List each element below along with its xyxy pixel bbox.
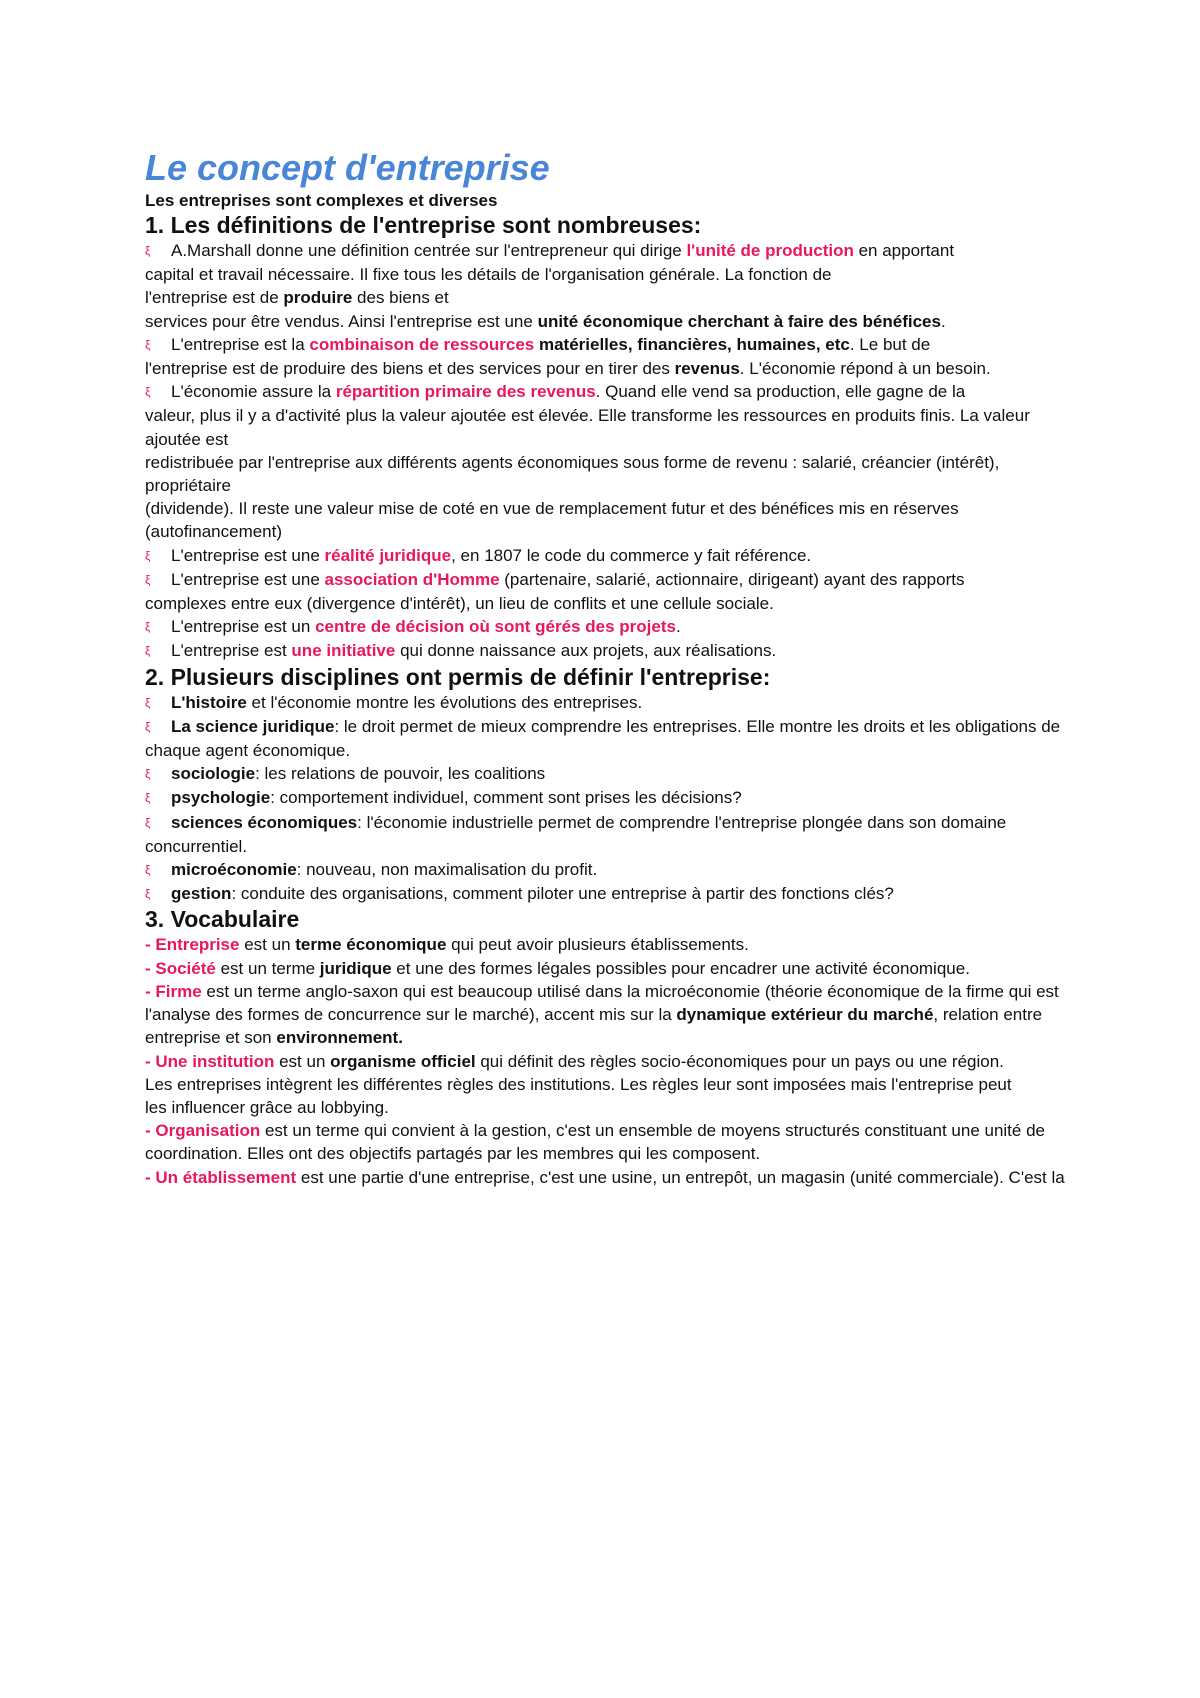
section-1-heading: 1. Les définitions de l'entreprise sont nombreuses:: [145, 212, 702, 238]
section-1-paragraph-7: ξ L'entreprise est une initiative qui donne naissance aux projets, aux réalisations.: [145, 639, 1075, 663]
document-title: Le concept d'entreprise: [145, 147, 550, 188]
bullet-icon: ξ: [145, 337, 151, 352]
document-subtitle: Les entreprises sont complexes et diverses: [145, 191, 498, 210]
vocabulary-etablissement: - Un établissement est une partie d'une entreprise, c'est une usine, un entrepôt, un magasin (unité commerciale). C'est la: [145, 1167, 1065, 1187]
vocabulary-institution: - Une institution est un organisme officiel qui définit des règles socio-économiques pour un pays ou une région. Les entreprises intègrent les différentes règles des institutions. Les règles leur sont imposées mais l'entreprise peut les influencer grâce au lobbying.: [145, 1051, 1012, 1117]
bullet-icon: ξ: [145, 863, 151, 878]
section-1-paragraph-4: ξ L'entreprise est une réalité juridique, en 1807 le code du commerce y fait référence.: [145, 544, 1075, 568]
section-1-paragraph-5: ξ L'entreprise est une association d'Homme (partenaire, salarié, actionnaire, dirigeant) ayant des rapports complexes entre eux (divergence d'intérêt), un lieu de conflits et une cellule sociale.: [145, 569, 965, 614]
vocabulary-entreprise: - Entreprise est un terme économique qui peut avoir plusieurs établissements.: [145, 935, 749, 955]
section-1-paragraph-1: ξ A.Marshall donne une définition centrée sur l'entrepreneur qui dirige l'unité de production en apportant capital et travail nécessaire. Il fixe tous les détails de l'organisation générale. La fonction de l'entreprise est de produire des biens et services pour être vendus. Ainsi l'entreprise est une unité économique cherchant à faire des bénéfices.: [145, 241, 955, 331]
bullet-icon: ξ: [145, 620, 151, 635]
bullet-icon: ξ: [145, 815, 151, 830]
discipline-item: ξ sciences économiques: l'économie industrielle permet de comprendre l'entreprise plongée dans son domaine concurrentiel.: [145, 812, 1007, 856]
bullet-icon: ξ: [145, 548, 151, 563]
bullet-icon: ξ: [145, 385, 151, 400]
discipline-item: ξ L'histoire et l'économie montre les évolutions des entreprises.: [145, 691, 1075, 715]
section-3-heading: 3. Vocabulaire: [145, 906, 300, 933]
discipline-item: ξ sociologie: les relations de pouvoir, les coalitions: [145, 762, 1075, 786]
vocabulary-organisation: - Organisation est un terme qui convient à la gestion, c'est un ensemble de moyens structurés constituant une unité de coordination. Elles ont des objectifs partagés par les membres qui les composent.: [145, 1121, 1045, 1164]
vocabulary-firme: - Firme est un terme anglo-saxon qui est beaucoup utilisé dans la microéconomie (théorie économique de la firme qui est l'analyse des formes de concurrence sur le marché), accent mis sur la dynamique extérieur du marché, relation entre entreprise et son environnement.: [145, 981, 1059, 1048]
bullet-icon: ξ: [145, 791, 151, 806]
discipline-item: ξ microéconomie: nouveau, non maximalisation du profit.: [145, 858, 1075, 882]
section-2-heading: 2. Plusieurs disciplines ont permis de définir l'entreprise:: [145, 663, 771, 690]
section-1-paragraph-6: ξ L'entreprise est un centre de décision où sont gérés des projets.: [145, 615, 1075, 639]
section-1-paragraph-3: ξ L'économie assure la répartition primaire des revenus. Quand elle vend sa production, elle gagne de la valeur, plus il y a d'activité plus la valeur ajoutée est élevée. Elle transforme les ressources en produits finis. La valeur ajoutée est redistribuée par l'entreprise aux différents agents économiques sous forme de revenu : salarié, créancier (intérêt), propriétaire (dividende). Il reste une valeur mise de coté en vue de remplacement futur et des bénéfices mis en réserves (autofinancement): [145, 382, 1030, 542]
document-page: [145, 148, 1075, 1189]
bullet-icon: ξ: [145, 887, 151, 902]
discipline-item: ξ psychologie: comportement individuel, comment sont prises les décisions?: [145, 786, 1075, 810]
bullet-icon: ξ: [145, 695, 151, 710]
section-1-paragraph-2: ξ L'entreprise est la combinaison de ressources matérielles, financières, humaines, etc. Le but de l'entreprise est de produire des biens et des services pour en tirer des revenus. L'économie répond à un besoin.: [145, 334, 991, 379]
discipline-item: ξ La science juridique: le droit permet de mieux comprendre les entreprises. Elle montre les droits et les obligations de chaque agent économique.: [145, 716, 1061, 761]
vocabulary-societe: - Société est un terme juridique et une des formes légales possibles pour encadrer une activité économique.: [145, 958, 970, 978]
discipline-item: ξ gestion: conduite des organisations, comment piloter une entreprise à partir des fonctions clés?: [145, 882, 1075, 906]
bullet-icon: ξ: [145, 719, 151, 734]
bullet-icon: ξ: [145, 244, 151, 258]
bullet-icon: ξ: [145, 767, 151, 782]
bullet-icon: ξ: [145, 572, 151, 587]
bullet-icon: ξ: [145, 644, 151, 659]
